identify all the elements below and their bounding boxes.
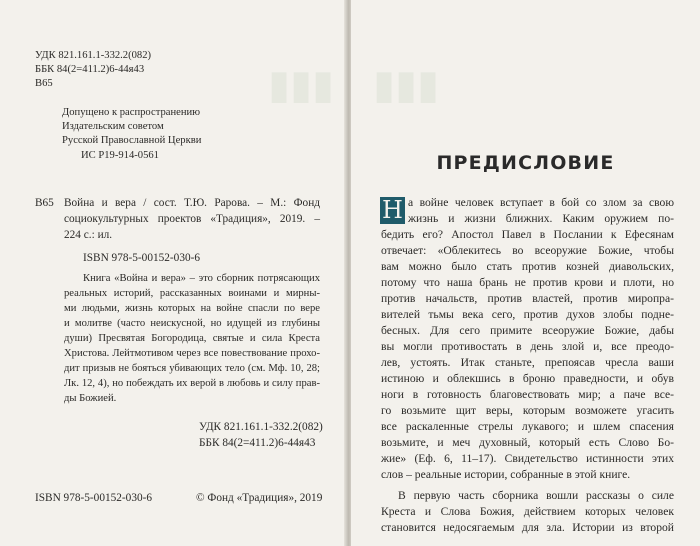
body-line: отвечает: «Облекитесь во всеоружие Божие, чтобы (381, 244, 674, 257)
page-title: ПРЕДИСЛОВИЕ (436, 152, 615, 174)
author-code: В65 (35, 78, 53, 89)
body-line: вам можно было стать против козней диавольских, (381, 260, 674, 273)
body-line: го возьмите щит веры, которым возможете угасить (381, 404, 674, 417)
body-line: против начальств, против властей, против миропра- (381, 292, 674, 305)
body-line: истиною и облекшись в броню праведности, и обув (381, 372, 674, 385)
body-line: ноги в готовность благовествовать мир; а паче все- (381, 388, 674, 401)
entry-line-2: социокультурных проектов «Традиция», 2019. – (64, 213, 320, 225)
body-line: Креста и Слова Божия, действием которых человек (381, 505, 674, 518)
body-line: бесных. Для сего примите всеоружие Божие, дабы (381, 324, 674, 337)
entry-line-3: 224 с.: ил. (64, 229, 113, 241)
approval-line-1: Допущено к распространению (62, 107, 201, 118)
annotation-line: Лк. 12, 4), но побеждать их верой в любовь и силу прав- (64, 378, 320, 389)
entry-line-1: Война и вера / сост. Т.Ю. Рарова. – М.: Фонд (64, 197, 320, 209)
body-line: жизнь и жизни ближних. Каким оружием по- (408, 212, 674, 225)
bbk-code-bottom: ББК 84(2=411.2)6-44я43 (199, 437, 316, 449)
body-line: становится недосягаемым для зла. Истории из второй (381, 521, 674, 534)
show-through-decoration: ▮▮▮ (373, 62, 440, 108)
annotation-line: ды Божией. (64, 393, 117, 404)
annotation-line: души) Пресвятая Богородица, святые и сила Креста (64, 333, 320, 344)
body-line: возьмите, и меч духовный, который есть Слово Бо- (381, 436, 674, 449)
isbn-bottom: ISBN 978-5-00152-030-6 (35, 492, 153, 504)
body-line: а войне человек вступает в бой со злом за свою (408, 196, 674, 209)
approval-line-2: Издательским советом (62, 121, 164, 132)
copyright: © Фонд «Традиция», 2019 (196, 492, 323, 504)
udk-code: УДК 821.161.1-332.2(082) (35, 50, 152, 61)
isbn: ISBN 978-5-00152-030-6 (83, 252, 201, 264)
annotation-line: и молитве (часто неискусной, но идущей из глубины (64, 318, 320, 329)
annotation-line: дит призыв не бояться убивающих тело (см. Мф. 10, 28; (64, 363, 320, 374)
body-line: вителей тьмы века сего, против духов злобы подне- (381, 308, 674, 321)
body-line: бедить его? Апостол Павел в Послании к Ефесянам (381, 228, 674, 241)
annotation-line: ми людьми, жизнь которых на войне спасли по вере (64, 303, 320, 314)
body-line: все раскаленные стрелы лукавого; и шлем спасения (381, 420, 674, 433)
drop-cap: Н (380, 197, 405, 224)
right-page (351, 0, 700, 546)
approval-line-3: Русской Православной Церкви (62, 135, 202, 146)
approval-number: ИС Р19-914-0561 (81, 150, 159, 161)
body-line: слов – реальные истории, собранные в этой книге. (381, 468, 631, 481)
bbk-code: ББК 84(2=411.2)6-44я43 (35, 64, 145, 75)
annotation-line: Книга «Война и вера» – это сборник потрясающих (83, 273, 320, 284)
entry-code: В65 (35, 197, 54, 209)
show-through-decoration: ▮▮▮ (268, 62, 335, 108)
body-line: потому что наша брань не против крови и плоти, но (381, 276, 674, 289)
body-line: В первую часть сборника вошли рассказы о силе (398, 489, 674, 502)
body-line: лев, устоять. Итак станьте, препоясав чресла ваши (381, 356, 674, 369)
annotation-line: Христова. Лейтмотивом через все повествование прохо- (64, 348, 320, 359)
body-line: вы могли противостать в день злой и, все преодо- (381, 340, 674, 353)
udk-code-bottom: УДК 821.161.1-332.2(082) (199, 421, 323, 433)
body-line: жие» (Еф. 6, 11–17). Свидетельство истинности этих (381, 452, 674, 465)
annotation-line: реальных историй, рассказанных воинами и мирны- (64, 288, 320, 299)
left-page (0, 0, 348, 546)
